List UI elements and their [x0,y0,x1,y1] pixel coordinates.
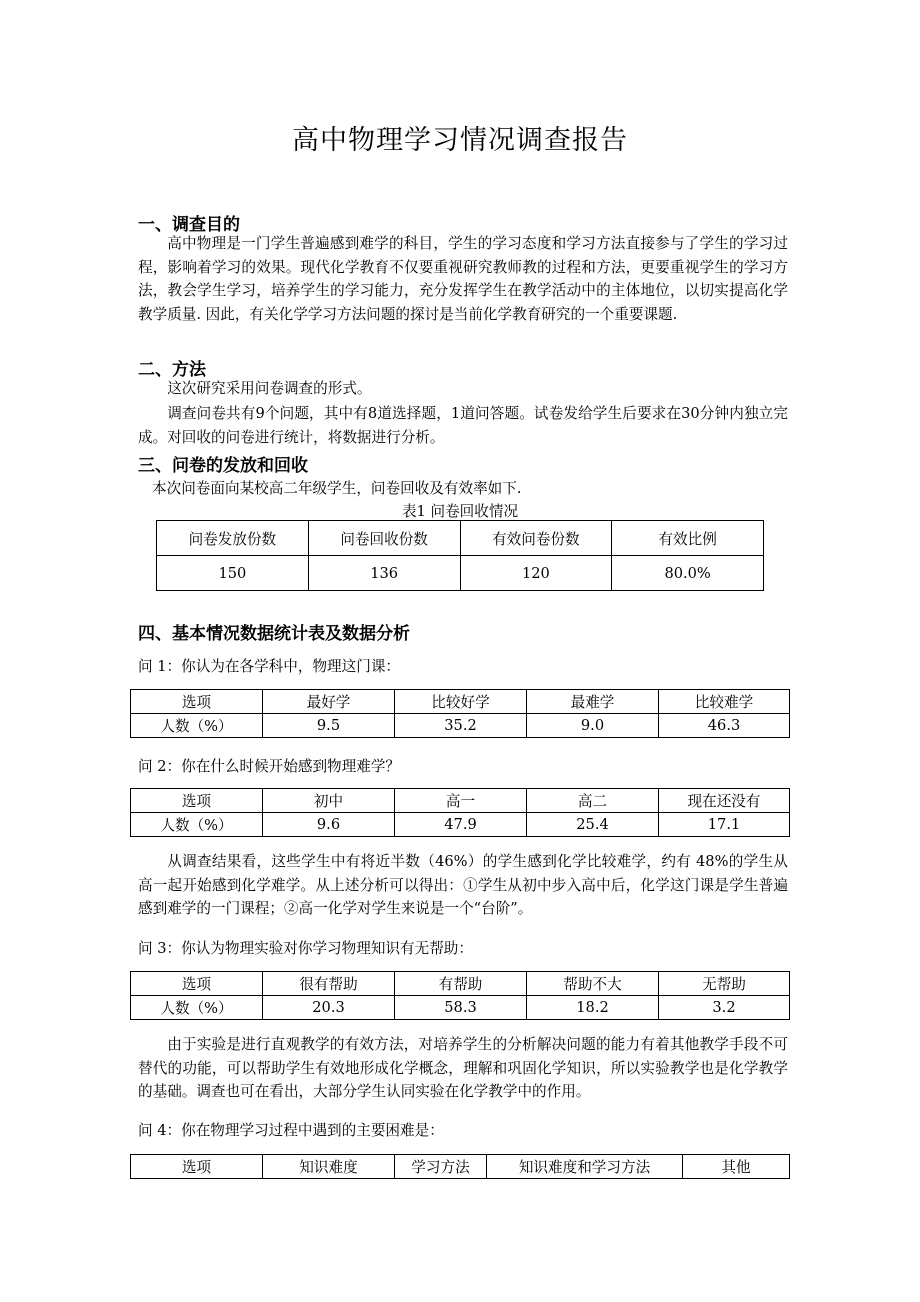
table-header-cell: 高二 [527,789,659,813]
table-header-cell: 高一 [395,789,527,813]
table-header-cell: 现在还没有 [659,789,790,813]
table-cell: 47.9 [395,813,527,837]
table-q1 [130,689,790,738]
table-cell: 80.0% [612,556,764,591]
table-q2 [130,788,790,837]
analysis-q3: 由于实验是进行直观教学的有效方法，对培养学生的分析解决问题的能力有着其他教学手段不可替代的功能，可以帮助学生有效地形成化学概念，理解和巩固化学知识，所以实验教学也是化学教学的基础。调查也可在看出，大部分学生认同实验在化学教学中的作用。 [138,1036,788,1100]
table-header-cell: 有帮助 [395,972,527,996]
table-cell: 人数（%） [131,813,263,837]
table-header-cell: 知识难度和学习方法 [487,1155,683,1179]
table-header-cell: 问卷回收份数 [308,521,460,556]
table-header-cell: 比较难学 [659,690,790,714]
table-cell: 17.1 [659,813,790,837]
table-header-row [131,789,790,813]
table-header-row [131,1155,790,1179]
table-row [131,813,790,837]
section-heading-method: 二、方法 [138,360,206,380]
paragraph-purpose: 高中物理是一门学生普遍感到难学的科目，学生的学习态度和学习方法直接参与了学生的学习过程，影响着学习的效果。现代化学教育不仅要重视研究教师教的过程和方法，更要重视学生的学习方法，教会学生学习，培养学生的学习能力，充分发挥学生在教学活动中的主体地位，以切实提高化学教学质量. 因此，有关化学学习方法问题的探讨是当前化学教育研究的一个重要课题. [138,235,788,323]
paragraph-method-2: 调查问卷共有9个问题，其中有8道选择题，1道问答题。试卷发给学生后要求在30分钟内独立完成。对回收的问卷进行统计，将数据进行分析。 [138,405,788,446]
table-cell: 25.4 [527,813,659,837]
table-header-cell: 有效比例 [612,521,764,556]
table-header-cell: 最难学 [527,690,659,714]
table-header-cell: 选项 [131,789,263,813]
table-cell: 3.2 [659,996,790,1020]
table-cell: 150 [157,556,309,591]
page-title: 高中物理学习情况调查报告 [292,125,628,156]
paragraph-distribution: 本次问卷面向某校高二年级学生，问卷回收及有效率如下. [152,480,522,497]
question-3: 问 3：你认为物理实验对你学习物理知识有无帮助： [138,940,473,957]
table-cell: 35.2 [395,714,527,738]
table-header-cell: 最好学 [263,690,395,714]
table-q3 [130,971,790,1020]
table-header-row [131,972,790,996]
table-recovery [156,520,764,591]
table-header-cell: 有效问卷份数 [460,521,612,556]
table-row [131,996,790,1020]
table-header-cell: 选项 [131,972,263,996]
table-header-cell: 学习方法 [395,1155,487,1179]
table-q4 [130,1154,790,1179]
table-header-cell: 选项 [131,1155,263,1179]
table-cell: 人数（%） [131,714,263,738]
table1-caption: 表1 问卷回收情况 [401,503,519,520]
table-cell: 46.3 [659,714,790,738]
question-2: 问 2：你在什么时候开始感到物理难学？ [138,758,401,775]
table-header-cell: 无帮助 [659,972,790,996]
table-header-cell: 帮助不大 [527,972,659,996]
section-heading-purpose: 一、调查目的 [138,215,240,235]
question-4: 问 4：你在物理学习过程中遇到的主要困难是： [138,1122,444,1139]
table-cell: 9.6 [263,813,395,837]
table-cell: 136 [308,556,460,591]
table-header-cell: 很有帮助 [263,972,395,996]
table-cell: 120 [460,556,612,591]
table-header-cell: 其他 [683,1155,790,1179]
section-heading-analysis: 四、基本情况数据统计表及数据分析 [138,624,410,644]
paragraph-method-1: 这次研究采用问卷调查的形式。 [167,380,372,397]
table-header-cell: 知识难度 [263,1155,395,1179]
analysis-q2: 从调查结果看，这些学生中有将近半数（46%）的学生感到化学比较难学，约有 48%的学生从高一起开始感到化学难学。从上述分析可以得出：①学生从初中步入高中后，化学这门课是学生普遍感到难学的一门课程；②高一化学对学生来说是一个“台阶”。 [138,853,788,917]
table-header-cell: 问卷发放份数 [157,521,309,556]
section-heading-distribution: 三、问卷的发放和回收 [138,456,308,476]
table-header-cell: 比较好学 [395,690,527,714]
table-cell: 20.3 [263,996,395,1020]
table-header-cell: 初中 [263,789,395,813]
table-cell: 9.5 [263,714,395,738]
table-cell: 9.0 [527,714,659,738]
table-header-cell: 选项 [131,690,263,714]
table-cell: 58.3 [395,996,527,1020]
table-cell: 人数（%） [131,996,263,1020]
question-1: 问 1：你认为在各学科中，物理这门课： [138,658,401,675]
table-cell: 18.2 [527,996,659,1020]
table-header-row [157,521,764,556]
table-header-row [131,690,790,714]
table-row [131,714,790,738]
table-row [157,556,764,591]
